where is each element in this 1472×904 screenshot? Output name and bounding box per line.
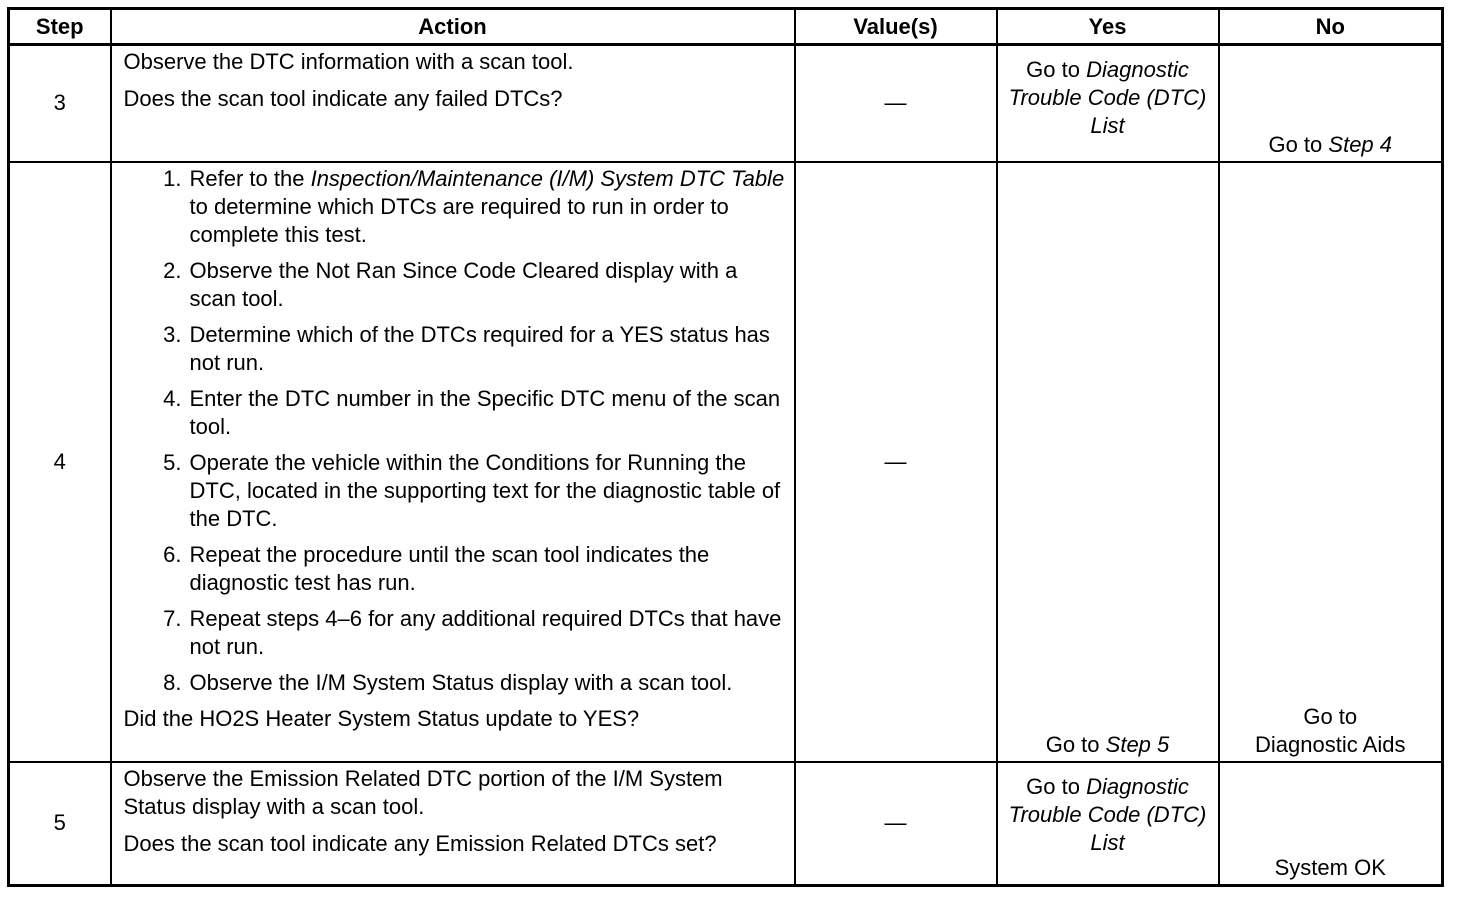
item-text: Determine which of the DTCs required for a YES status has not run. <box>189 321 770 375</box>
table-row-step-3 <box>9 45 1443 162</box>
header-row <box>9 9 1443 45</box>
yes-cell <box>997 762 1219 886</box>
list-item <box>144 541 786 597</box>
no-link-step-4[interactable]: Step 4 <box>1328 131 1393 157</box>
value-cell: — <box>795 762 997 886</box>
action-cell <box>111 762 795 886</box>
action-paragraph: Observe the DTC information with a scan tool. <box>123 49 574 74</box>
no-link-diagnostic-aids[interactable]: Diagnostic Aids <box>1255 731 1406 757</box>
item-text: Observe the Not Ran Since Code Cleared display with a scan tool. <box>189 257 738 311</box>
header-yes: Yes <box>997 9 1219 45</box>
step-number: 3 <box>9 45 111 162</box>
yes-link-step-5[interactable]: Step 5 <box>1105 731 1170 757</box>
list-item <box>144 605 786 661</box>
no-cell <box>1219 162 1443 762</box>
action-paragraph: Observe the Emission Related DTC portion of the I/M System Status display with a scan tool. <box>123 765 723 819</box>
list-item <box>144 669 786 697</box>
step-number: 5 <box>9 762 111 886</box>
header-values: Value(s) <box>795 9 997 45</box>
no-cell: System OK <box>1219 762 1443 886</box>
list-item <box>144 385 786 441</box>
action-cell <box>111 162 795 762</box>
yes-prefix: Go to <box>1026 773 1080 799</box>
no-prefix: Go to <box>1268 131 1323 157</box>
yes-prefix: Go to <box>1045 731 1100 757</box>
header-step: Step <box>9 9 111 45</box>
item-number: 6. <box>163 541 182 567</box>
yes-link-dtc-list[interactable]: Diagnostic Trouble Code (DTC) List <box>1008 57 1207 138</box>
action-question: Did the HO2S Heater System Status update to YES? <box>123 705 640 731</box>
list-item <box>144 257 786 313</box>
item-text: Refer to the <box>189 165 305 191</box>
action-question: Does the scan tool indicate any failed DTCs? <box>123 86 563 111</box>
item-number: 8. <box>163 669 182 695</box>
list-item <box>144 449 786 533</box>
item-text: Repeat steps 4–6 for any additional required DTCs that have not run. <box>189 605 782 659</box>
no-cell <box>1219 45 1443 162</box>
item-text: Operate the vehicle within the Conditions for Running the DTC, located in the supporting text for the diagnostic table of the DTC. <box>189 449 781 531</box>
item-text: Enter the DTC number in the Specific DTC menu of the scan tool. <box>189 385 781 439</box>
action-cell <box>111 45 795 162</box>
table-row-step-4 <box>9 162 1443 762</box>
header-action: Action <box>111 9 795 45</box>
yes-cell <box>997 162 1219 762</box>
im-dtc-table-link[interactable]: Inspection/Maintenance (I/M) System DTC Table <box>310 165 785 191</box>
list-item <box>144 321 786 377</box>
item-text: to determine which DTCs are required to run in order to complete this test. <box>189 193 729 247</box>
item-text: Repeat the procedure until the scan tool indicates the diagnostic test has run. <box>189 541 710 595</box>
value-cell: — <box>795 45 997 162</box>
list-item <box>144 165 786 249</box>
item-text: Observe the I/M System Status display with a scan tool. <box>189 669 733 695</box>
yes-link-dtc-list[interactable]: Diagnostic Trouble Code (DTC) List <box>1008 773 1207 855</box>
item-number: 7. <box>163 605 182 631</box>
item-number: 1. <box>163 165 182 191</box>
step-number: 4 <box>9 162 111 762</box>
value-cell: — <box>795 162 997 762</box>
item-number: 5. <box>163 449 182 475</box>
item-number: 2. <box>163 257 182 283</box>
yes-cell <box>997 45 1219 162</box>
table-row-step-5 <box>9 762 1443 886</box>
diagnostic-table <box>7 7 1444 887</box>
yes-prefix: Go to <box>1026 57 1080 82</box>
procedure-list <box>124 165 786 697</box>
no-prefix: Go to <box>1303 703 1358 729</box>
item-number: 3. <box>163 321 182 347</box>
item-number: 4. <box>163 385 182 411</box>
action-question: Does the scan tool indicate any Emission Related DTCs set? <box>123 830 717 856</box>
header-no: No <box>1219 9 1443 45</box>
